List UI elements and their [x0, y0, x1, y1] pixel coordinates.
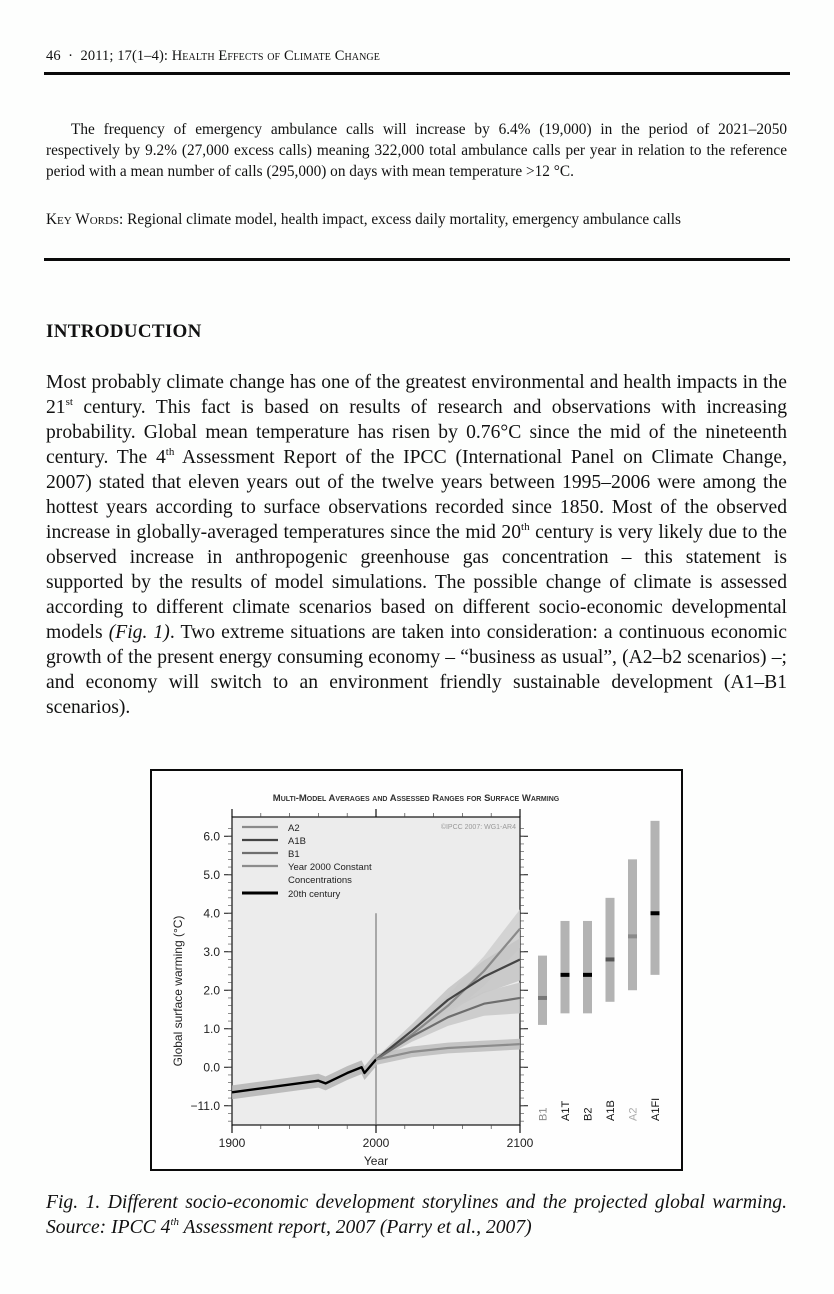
y-tick-label: 0.0	[203, 1060, 220, 1075]
superscript: th	[521, 521, 530, 533]
legend-label: 20th century	[288, 889, 341, 900]
scenario-label: B2	[582, 1107, 595, 1121]
x-tick-label: 2100	[506, 1136, 534, 1150]
y-tick-label: 4.0	[203, 906, 220, 921]
scenario-label: B1	[537, 1107, 550, 1121]
legend-label: B1	[288, 849, 300, 860]
y-tick-label: −11.0	[190, 1098, 220, 1113]
text-run: century. This fact is based on results of research and observations with increasing probability. Global mean temperature has risen by 0.76°C since the mid of the nineteenth century. The 4	[46, 397, 787, 468]
journal-section-title: Health Effects of Climate Change	[171, 48, 380, 64]
superscript: th	[165, 446, 175, 458]
range-bar	[606, 898, 615, 1002]
abstract-paragraph: The frequency of emergency ambulance calls will increase by 6.4% (19,000) in the period of 2021–2050 respectively by 9.2% (27,000 excess calls) meaning 322,000 total ambulance calls per year in relation to the reference period with a mean number of calls (295,000) on days with mean temperature >12 °C.	[46, 121, 787, 180]
range-bar	[583, 921, 592, 1013]
best-estimate-marker	[651, 911, 660, 915]
scenario-label: A1T	[560, 1100, 572, 1121]
text-run: century is very likely due to the observed increase in anthropogenic greenhouse gas concentration – this statement is supported by the results of model simulations. The possible change of climate is assessed according to different climate scenarios based on different socio-economic developmental models	[46, 522, 787, 643]
warming-chart	[152, 771, 681, 1169]
volume-info: 2011; 17(1–4):	[80, 48, 168, 64]
range-bar	[561, 921, 570, 1013]
keywords-label: Key Words	[46, 211, 120, 228]
intro-paragraph	[46, 370, 787, 720]
y-tick-label: 2.0	[203, 983, 220, 998]
y-tick-label: 6.0	[203, 829, 220, 844]
caption-text: Fig. 1. Different socio-economic development storylines and the projected global warming. Source: IPCC 4	[46, 1192, 787, 1238]
separator: ·	[68, 48, 74, 64]
best-estimate-marker	[628, 934, 637, 938]
y-axis-label: Global surface warming (°C)	[171, 915, 185, 1067]
y-tick-label: 1.0	[203, 1021, 220, 1036]
scenario-label: A1B	[605, 1100, 617, 1121]
range-bar	[628, 859, 637, 990]
scenario-label: A1FI	[650, 1097, 662, 1121]
keywords-text: : Regional climate model, health impact, excess daily mortality, emergency ambulance calls	[119, 211, 682, 228]
copyright-note: ©IPCC 2007: WG1-AR4	[440, 824, 516, 831]
text-run: Most probably climate change has one of the greatest environmental and health impacts in the 21	[46, 372, 787, 418]
scenario-label: A2	[627, 1107, 640, 1121]
x-axis-label: Year	[363, 1154, 389, 1168]
range-bar	[538, 956, 547, 1025]
superscript: th	[170, 1216, 179, 1228]
header-rule	[44, 72, 790, 75]
figure-caption	[46, 1190, 787, 1240]
best-estimate-marker	[606, 957, 615, 961]
chart-title: Multi-Model Averages and Assessed Ranges for Surface Warming	[272, 793, 560, 804]
caption-text: Assessment report, 2007 (Parry et al., 2007)	[179, 1217, 532, 1238]
y-tick-label: 5.0	[203, 867, 220, 882]
legend-label: A2	[288, 823, 300, 834]
best-estimate-marker	[561, 973, 570, 977]
abstract-rule	[44, 258, 790, 261]
legend-label: Concentrations	[288, 875, 352, 886]
figure-reference-link[interactable]: (Fig. 1)	[108, 622, 170, 643]
legend-label: A1B	[288, 836, 306, 847]
text-run: . Two extreme situations are taken into consideration: a continuous economic growth of the present energy consuming economy – “business as usual”, (A2–b2 scenarios) –; and economy will switch to an environment friendly sustainable development (A1–B1 scenarios).	[46, 622, 788, 718]
y-tick-label: 3.0	[203, 944, 220, 959]
running-head	[46, 48, 791, 65]
superscript: st	[65, 396, 73, 408]
figure-1	[150, 769, 683, 1171]
best-estimate-marker	[538, 996, 547, 1000]
page-number: 46	[46, 48, 61, 64]
legend-label: Year 2000 Constant	[288, 862, 372, 873]
section-heading: INTRODUCTION	[46, 321, 202, 342]
x-tick-label: 2000	[362, 1136, 390, 1150]
text-run: Assessment Report of the IPCC (International Panel on Climate Change, 2007) stated that eleven years out of the twelve years between 1995–2006 were among the hottest years according to surface observations recorded since 1850. Most of the observed increase in globally-averaged temperatures since the mid 20	[46, 447, 787, 543]
range-bar	[651, 821, 660, 975]
best-estimate-marker	[583, 973, 592, 977]
keywords	[46, 210, 787, 230]
x-tick-label: 1900	[218, 1136, 246, 1150]
